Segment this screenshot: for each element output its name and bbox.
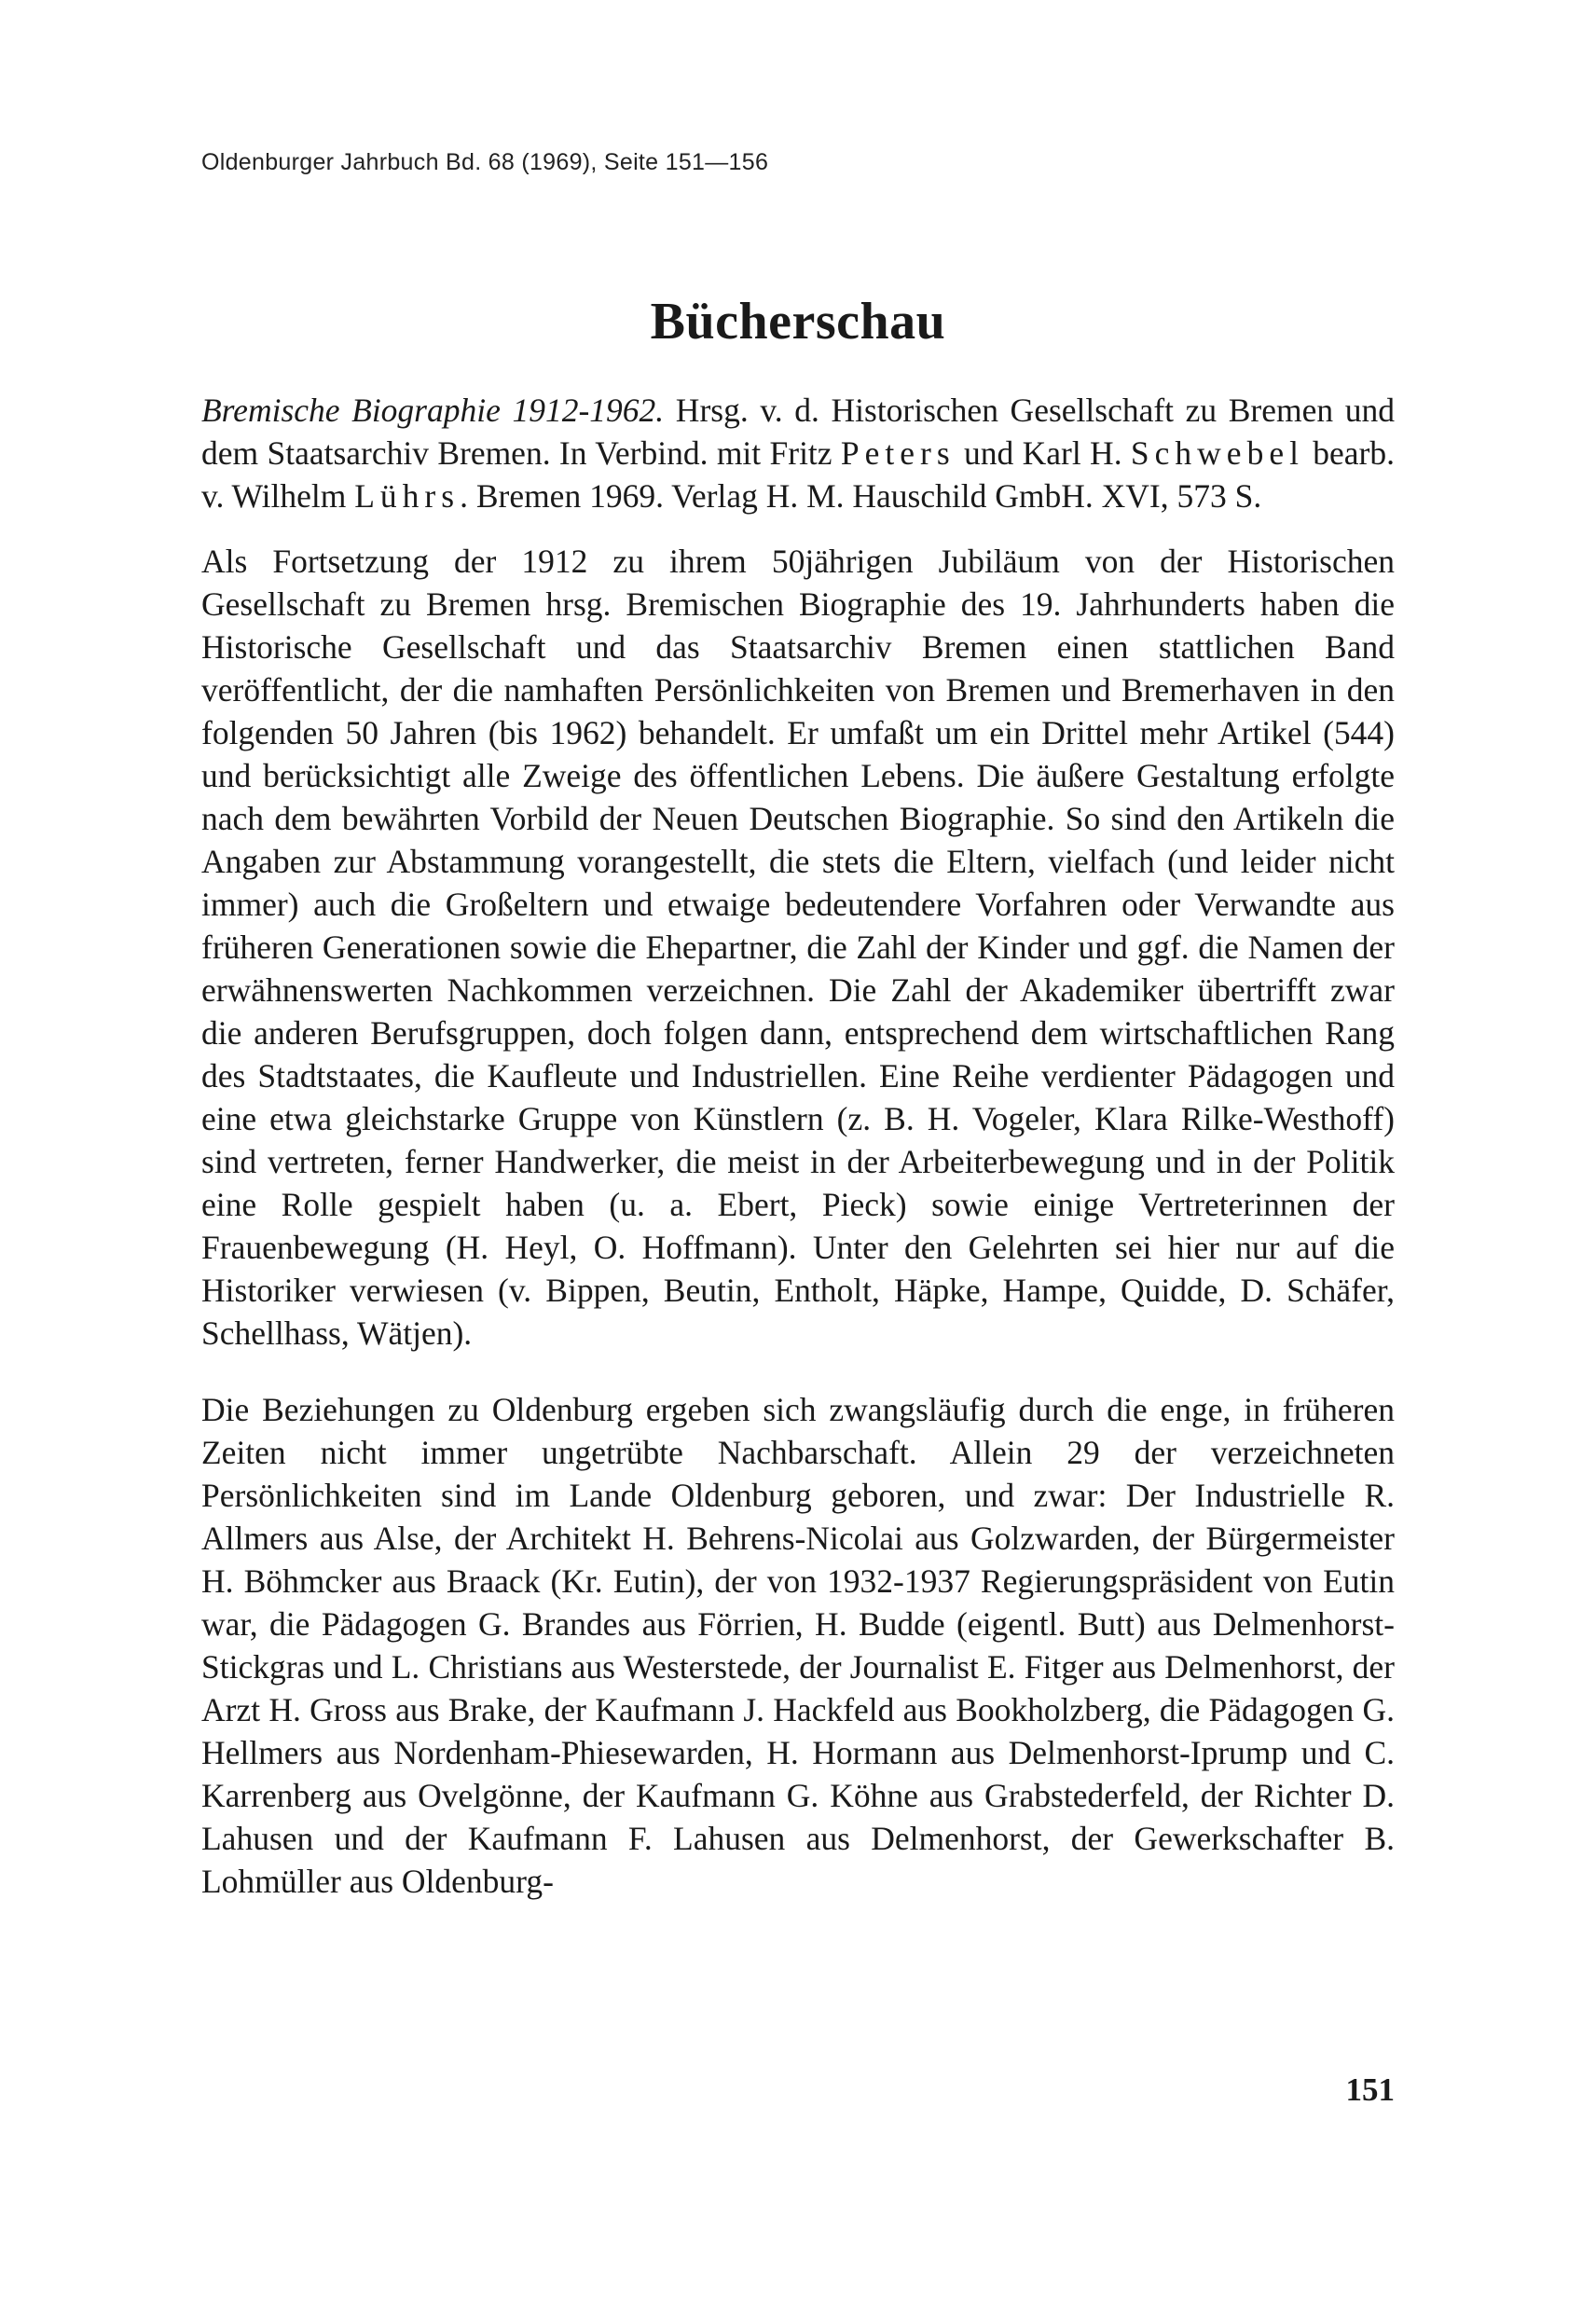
- review-paragraph: Als Fortsetzung der 1912 zu ihrem 50jährigen Jubiläum von der Historischen Gesellschaft zu Bremen hrsg. Bremischen Biographie des 19. Jahrhunderts haben die Historische Gesellschaft und das Staatsarchiv Bremen einen stattlichen Band veröffentlicht, der die namhaften Persönlichkeiten von Bremen und Bremerhaven in den folgenden 50 Jahren (bis 1962) behandelt. Er umfaßt um ein Drittel mehr Artikel (544) und berücksichtigt alle Zweige des öffentlichen Lebens. Die äußere Gestaltung erfolgte nach dem bewährten Vorbild der Neuen Deutschen Biographie. So sind den Artikeln die Angaben zur Abstammung vorangestellt, die stets die Eltern, vielfach (und leider nicht immer) auch die Großeltern und etwaige bedeutendere Vorfahren oder Verwandte aus früheren Generationen sowie die Ehepartner, die Zahl der Kinder und ggf. die Namen der erwähnenswerten Nachkommen verzeichnen. Die Zahl der Akademiker übertrifft zwar die anderen Berufsgruppen, doch folgen dann, entsprechend dem wirtschaftlichen Rang des Stadtstaates, die Kaufleute und Industriellen. Eine Reihe verdienter Pädagogen und eine etwa gleichstarke Gruppe von Künstlern (z. B. H. Vogeler, Klara Rilke-Westhoff) sind vertreten, ferner Handwerker, die meist in der Arbeiterbewegung und in der Politik eine Rolle gespielt haben (u. a. Ebert, Pieck) sowie einige Vertreterinnen der Frauenbewegung (H. Heyl, O. Hoffmann). Unter den Gelehrten sei hier nur auf die Historiker verwiesen (v. Bippen, Beutin, Entholt, Häpke, Hampe, Quidde, D. Schäfer, Schellhass, Wätjen).: [201, 543, 1395, 1352]
- work-title: Bremische Biographie 1912-1962.: [201, 392, 665, 429]
- page-number: 151: [1345, 2071, 1395, 2108]
- bibliography-entry: [201, 389, 1395, 517]
- biblio-text: bearb. v. Wilhelm: [201, 434, 1395, 515]
- editor-name: Peters: [840, 434, 956, 472]
- running-head: Oldenburger Jahrbuch Bd. 68 (1969), Seite 151—156: [201, 149, 769, 175]
- biblio-text: . Bremen 1969. Verlag H. M. Hauschild GmbH. XVI, 573 S.: [460, 477, 1262, 515]
- editor-name: Lührs: [354, 477, 461, 515]
- biblio-text: Hrsg. v. d. Historischen Gesellschaft zu Bremen und dem Staatsarchiv Bremen. In Verbind. mit Fritz: [201, 392, 1395, 472]
- page-content: [201, 149, 1395, 1935]
- section-title: Bücherschau: [650, 293, 946, 351]
- biblio-text: und Karl H.: [955, 434, 1131, 472]
- review-paragraph: Die Beziehungen zu Oldenburg ergeben sich zwangsläufig durch die enge, in früheren Zeiten nicht immer ungetrübte Nachbarschaft. Allein 29 der verzeichneten Persönlichkeiten sind im Lande Oldenburg geboren, und zwar: Der Industrielle R. Allmers aus Alse, der Architekt H. Behrens-Nicolai aus Golzwarden, der Bürgermeister H. Böhmcker aus Braack (Kr. Eutin), der von 1932-1937 Regierungspräsident von Eutin war, die Pädagogen G. Brandes aus Förrien, H. Budde (eigentl. Butt) aus Delmenhorst-Stickgras und L. Christians aus Westerstede, der Journalist E. Fitger aus Delmenhorst, der Arzt H. Gross aus Brake, der Kaufmann J. Hackfeld aus Bookholzberg, die Pädagogen G. Hellmers aus Nordenham-Phiesewarden, H. Hormann aus Delmenhorst-Iprump und C. Karrenberg aus Ovelgönne, der Kaufmann G. Köhne aus Grabstederfeld, der Richter D. Lahusen und der Kaufmann F. Lahusen aus Delmenhorst, der Gewerkschafter B. Lohmüller aus Oldenburg-: [201, 1390, 1395, 1900]
- editor-name: Schwebel: [1130, 434, 1304, 472]
